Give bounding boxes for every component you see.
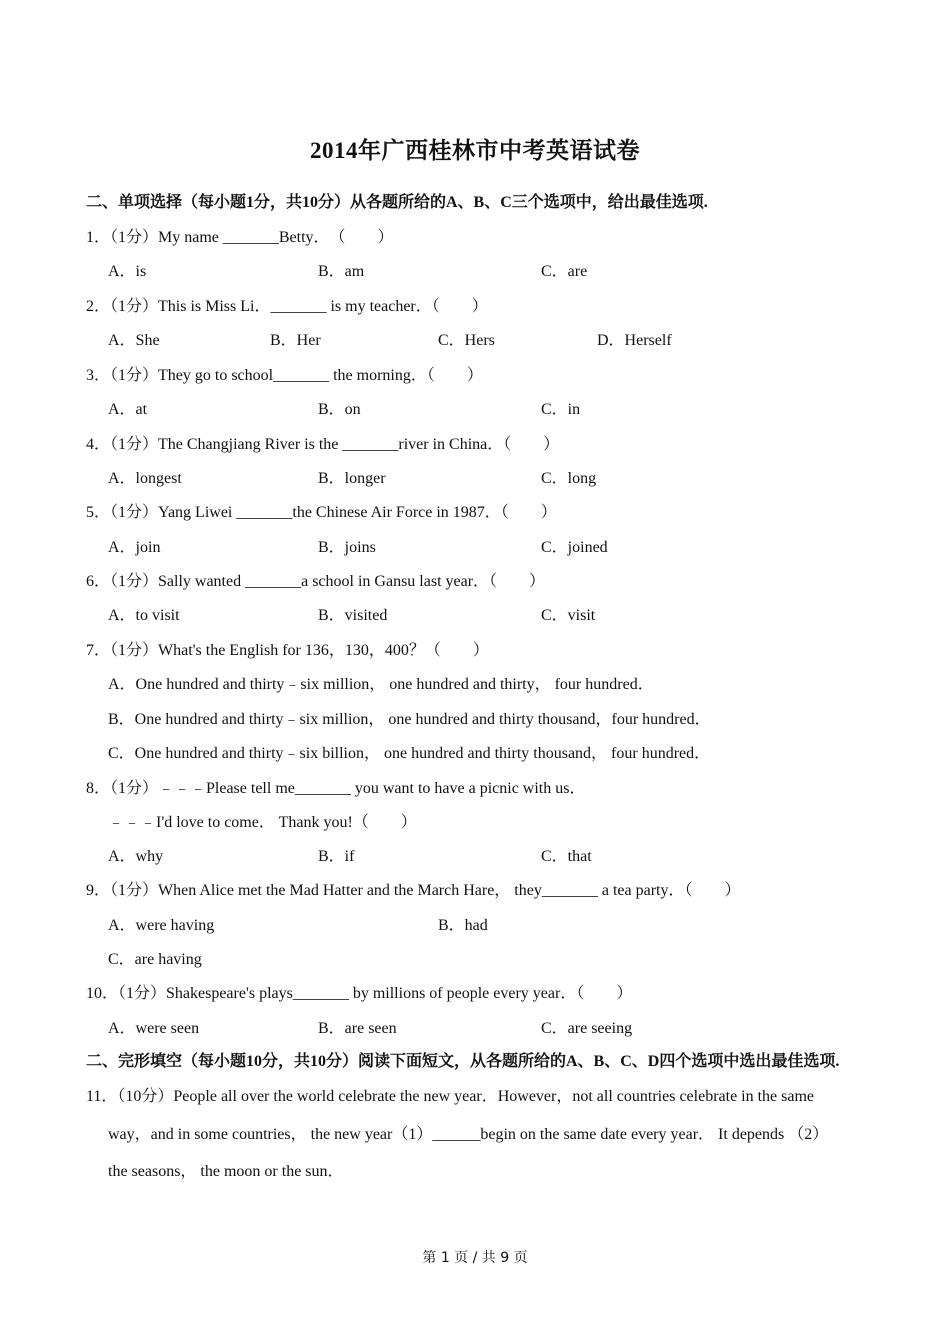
q8-option-c[interactable]: C．that: [541, 848, 592, 865]
q6-option-c[interactable]: C．visit: [541, 607, 596, 624]
question-6: 6．（1分）Sally wanted _______a school in Gansu last year．（ ）: [86, 573, 546, 590]
q9-option-c[interactable]: C．are having: [108, 951, 202, 968]
q8-option-a[interactable]: A．why: [108, 848, 164, 865]
question-1: 1．（1分）My name _______Betty． （ ）: [86, 229, 394, 246]
question-11-line-2: way，and in some countries， the new year（1）______begin on the same date every year． It depends （2）: [108, 1126, 829, 1143]
q9-option-b[interactable]: B．had: [438, 917, 488, 934]
question-4: 4．（1分）The Changjiang River is the _______river in China．（ ）: [86, 436, 560, 453]
exam-title: 2014年广西桂林市中考英语试卷: [310, 138, 640, 163]
q4-option-a[interactable]: A．longest: [108, 470, 182, 487]
q6-option-b[interactable]: B．visited: [318, 607, 388, 624]
q7-option-b[interactable]: B．One hundred and thirty﹣six million， one hundred and thirty thousand，four hundred．: [108, 711, 711, 728]
question-10: 10．（1分）Shakespeare's plays_______ by millions of people every year．（ ）: [86, 985, 633, 1002]
question-8: 8．（1分）﹣﹣﹣Please tell me_______ you want to have a picnic with us．: [86, 780, 586, 797]
q7-option-a[interactable]: A．One hundred and thirty﹣six million， one hundred and thirty， four hundred．: [108, 676, 654, 693]
question-11: 11．（10分）People all over the world celebrate the new year．However，not all countries celebrate in the same: [86, 1088, 815, 1105]
q6-option-a[interactable]: A．to visit: [108, 607, 180, 624]
q5-option-a[interactable]: A．join: [108, 539, 161, 556]
q2-option-c[interactable]: C．Hers: [438, 332, 495, 349]
question-2: 2．（1分）This is Miss Li．_______ is my teacher．（ ）: [86, 298, 488, 315]
q2-option-b[interactable]: B．Her: [270, 332, 321, 349]
question-9: 9．（1分）When Alice met the Mad Hatter and the March Hare， they_______ a tea party．（ ）: [86, 882, 741, 899]
question-7: 7．（1分）What's the English for 136，130，400？（ ）: [86, 642, 489, 659]
q3-option-b[interactable]: B．on: [318, 401, 361, 418]
section-heading-cloze: 二、完形填空（每小题10分，共10分）阅读下面短文，从各题所给的A、B、C、D四个选项中选出最佳选项.: [86, 1053, 840, 1070]
q10-option-c[interactable]: C．are seeing: [541, 1020, 633, 1037]
question-8-reply: ﹣﹣﹣I'd love to come． Thank you!（ ）: [108, 814, 417, 831]
q5-option-b[interactable]: B．joins: [318, 539, 376, 556]
question-5: 5．（1分）Yang Liwei _______the Chinese Air Force in 1987．（ ）: [86, 504, 557, 521]
q9-option-a[interactable]: A．were having: [108, 917, 215, 934]
question-11-line-3: the seasons， the moon or the sun．: [108, 1163, 344, 1180]
q1-option-b[interactable]: B．am: [318, 263, 365, 280]
q4-option-c[interactable]: C．long: [541, 470, 597, 487]
section-heading-single-choice: 二、单项选择（每小题1分，共10分）从各题所给的A、B、C三个选项中，给出最佳选项.: [86, 194, 708, 211]
q10-option-b[interactable]: B．are seen: [318, 1020, 397, 1037]
q2-option-d[interactable]: D．Herself: [597, 332, 672, 349]
question-3: 3．（1分）They go to school_______ the morning．（ ）: [86, 367, 483, 384]
q3-option-a[interactable]: A．at: [108, 401, 148, 418]
q1-option-c[interactable]: C．are: [541, 263, 588, 280]
q5-option-c[interactable]: C．joined: [541, 539, 608, 556]
q8-option-b[interactable]: B．if: [318, 848, 355, 865]
q10-option-a[interactable]: A．were seen: [108, 1020, 200, 1037]
q1-option-a[interactable]: A．is: [108, 263, 147, 280]
q3-option-c[interactable]: C．in: [541, 401, 581, 418]
q7-option-c[interactable]: C．One hundred and thirty﹣six billion， one hundred and thirty thousand， four hundred．: [108, 745, 711, 762]
q2-option-a[interactable]: A．She: [108, 332, 160, 349]
page-footer: 第 1 页 / 共 9 页: [422, 1250, 528, 1266]
q4-option-b[interactable]: B．longer: [318, 470, 386, 487]
